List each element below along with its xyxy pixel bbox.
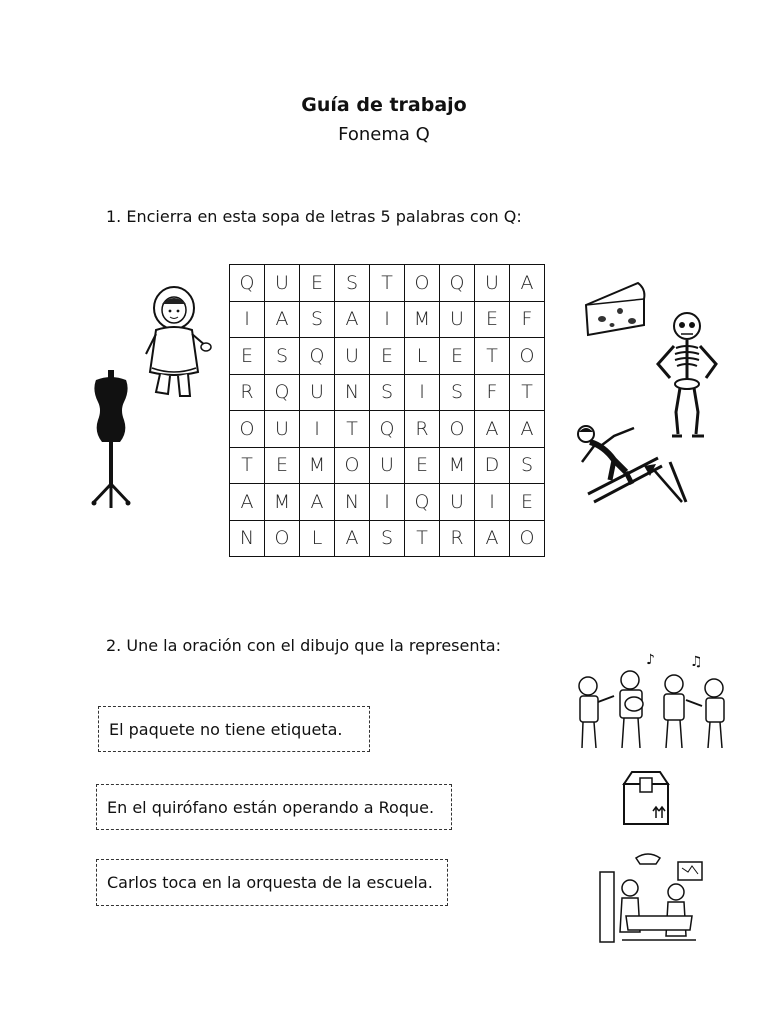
grid-row — [230, 301, 545, 338]
grid-cell[interactable]: L — [405, 338, 440, 375]
grid-cell[interactable]: F — [510, 301, 545, 338]
grid-cell[interactable]: A — [510, 411, 545, 448]
grid-cell[interactable]: E — [440, 338, 475, 375]
grid-row — [230, 520, 545, 557]
grid-cell[interactable]: I — [475, 484, 510, 521]
grid-cell[interactable]: E — [300, 265, 335, 302]
grid-cell[interactable]: N — [335, 484, 370, 521]
word-search-grid — [229, 264, 545, 557]
grid-cell[interactable]: R — [230, 374, 265, 411]
grid-cell[interactable]: I — [230, 301, 265, 338]
orchestra-children-illustration[interactable] — [574, 652, 734, 752]
grid-cell[interactable]: O — [510, 520, 545, 557]
grid-cell[interactable]: U — [300, 374, 335, 411]
grid-cell[interactable]: I — [370, 484, 405, 521]
package-box-illustration[interactable] — [620, 770, 672, 828]
grid-cell[interactable]: O — [265, 520, 300, 557]
grid-row — [230, 447, 545, 484]
grid-cell[interactable]: E — [370, 338, 405, 375]
grid-cell[interactable]: T — [230, 447, 265, 484]
grid-cell[interactable]: T — [335, 411, 370, 448]
grid-cell[interactable]: A — [510, 265, 545, 302]
grid-cell[interactable]: I — [370, 301, 405, 338]
grid-cell[interactable]: S — [370, 520, 405, 557]
exercise-2-instruction: 2. Une la oración con el dibujo que la representa: — [106, 636, 501, 655]
grid-cell[interactable]: S — [440, 374, 475, 411]
grid-cell[interactable]: A — [475, 411, 510, 448]
grid-cell[interactable]: E — [510, 484, 545, 521]
eskimo-child-illustration — [140, 284, 212, 404]
grid-row — [230, 484, 545, 521]
cheese-illustration — [582, 281, 648, 339]
grid-cell[interactable]: L — [300, 520, 335, 557]
grid-row — [230, 338, 545, 375]
grid-cell[interactable]: U — [265, 411, 300, 448]
grid-row — [230, 411, 545, 448]
grid-cell[interactable]: A — [300, 484, 335, 521]
grid-cell[interactable]: U — [335, 338, 370, 375]
grid-cell[interactable]: M — [300, 447, 335, 484]
sentence-box-package[interactable]: El paquete no tiene etiqueta. — [98, 706, 370, 752]
grid-cell[interactable]: R — [405, 411, 440, 448]
sentence-box-orchestra[interactable]: Carlos toca en la orquesta de la escuela. — [96, 859, 448, 906]
grid-cell[interactable]: M — [405, 301, 440, 338]
grid-cell[interactable]: A — [230, 484, 265, 521]
grid-cell[interactable]: S — [510, 447, 545, 484]
grid-cell[interactable]: S — [265, 338, 300, 375]
grid-cell[interactable]: D — [475, 447, 510, 484]
worksheet-subtitle: Fonema Q — [338, 124, 430, 145]
grid-cell[interactable]: U — [265, 265, 300, 302]
grid-cell[interactable]: S — [300, 301, 335, 338]
grid-cell[interactable]: M — [265, 484, 300, 521]
grid-cell[interactable]: N — [335, 374, 370, 411]
grid-cell[interactable]: E — [265, 447, 300, 484]
grid-cell[interactable]: A — [475, 520, 510, 557]
grid-cell[interactable]: O — [440, 411, 475, 448]
grid-cell[interactable]: I — [300, 411, 335, 448]
grid-cell[interactable]: E — [230, 338, 265, 375]
grid-cell[interactable]: E — [405, 447, 440, 484]
grid-cell[interactable]: T — [475, 338, 510, 375]
operating-room-illustration[interactable] — [596, 852, 706, 946]
grid-cell[interactable]: U — [440, 484, 475, 521]
grid-cell[interactable]: E — [475, 301, 510, 338]
grid-cell[interactable]: A — [335, 520, 370, 557]
grid-cell[interactable]: T — [405, 520, 440, 557]
grid-cell[interactable]: T — [370, 265, 405, 302]
mannequin-illustration — [88, 370, 134, 514]
grid-cell[interactable]: O — [335, 447, 370, 484]
svg-text:♫: ♫ — [690, 654, 703, 670]
grid-cell[interactable]: S — [370, 374, 405, 411]
grid-cell[interactable]: Q — [440, 265, 475, 302]
skier-illustration — [574, 422, 688, 508]
grid-row — [230, 374, 545, 411]
grid-cell[interactable]: F — [475, 374, 510, 411]
grid-cell[interactable]: S — [335, 265, 370, 302]
grid-cell[interactable]: Q — [265, 374, 300, 411]
grid-cell[interactable]: O — [405, 265, 440, 302]
grid-row — [230, 265, 545, 302]
grid-cell[interactable]: N — [230, 520, 265, 557]
worksheet-title: Guía de trabajo — [301, 94, 467, 116]
grid-cell[interactable]: Q — [230, 265, 265, 302]
grid-cell[interactable]: U — [370, 447, 405, 484]
grid-cell[interactable]: U — [440, 301, 475, 338]
svg-text:♪: ♪ — [646, 652, 655, 668]
exercise-1-instruction: 1. Encierra en esta sopa de letras 5 palabras con Q: — [106, 207, 522, 226]
grid-cell[interactable]: M — [440, 447, 475, 484]
grid-cell[interactable]: Q — [370, 411, 405, 448]
grid-cell[interactable]: O — [230, 411, 265, 448]
grid-cell[interactable]: Q — [300, 338, 335, 375]
grid-cell[interactable]: A — [335, 301, 370, 338]
grid-cell[interactable]: A — [265, 301, 300, 338]
sentence-box-operating-room[interactable]: En el quirófano están operando a Roque. — [96, 784, 452, 830]
grid-cell[interactable]: T — [510, 374, 545, 411]
grid-cell[interactable]: Q — [405, 484, 440, 521]
grid-cell[interactable]: I — [405, 374, 440, 411]
grid-cell[interactable]: R — [440, 520, 475, 557]
grid-cell[interactable]: U — [475, 265, 510, 302]
grid-cell[interactable]: O — [510, 338, 545, 375]
